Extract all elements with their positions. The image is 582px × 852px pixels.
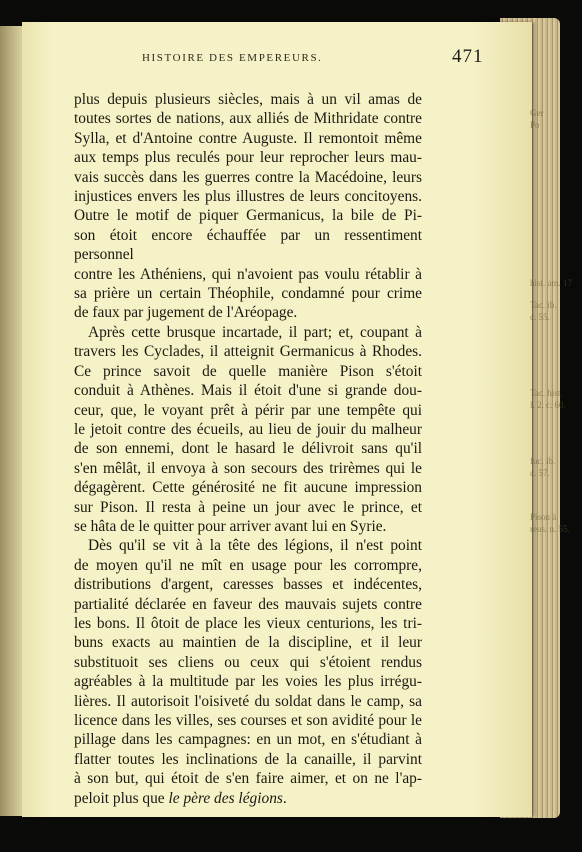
text-line: agréables à la multitude par les voies les plus irrégu- <box>74 673 422 691</box>
text-line: contre les Athéniens, qui n'avoient pas voulu rétablir à <box>74 265 422 283</box>
text-line: travers les Cyclades, il atteignit Germanicus à Rhodes. <box>74 343 422 361</box>
margin-bleed-text: Tac. ib. <box>530 300 557 310</box>
text-line: buns exacts au maintien de la discipline, et il leur <box>74 634 422 652</box>
text-line: vais succès dans les guerres contre la Macédoine, leurs <box>74 168 422 186</box>
margin-bleed-text: Tac. hist. <box>530 388 563 398</box>
body-text <box>74 90 422 808</box>
text-line: conduit à Athènes. Mais il étoit d'une si grande dou- <box>74 382 422 400</box>
text-line: le jetoit contre des écueils, au lieu de jouir du malheur <box>74 420 422 438</box>
final-text: peloit plus que <box>74 789 165 807</box>
text-line: toutes sortes de nations, aux alliés de Mithridate contre <box>74 110 422 128</box>
text-line: de son ennemi, dont le hasard le délivroit sans qu'il <box>74 440 422 458</box>
final-punct: . <box>282 789 287 807</box>
page-number: 471 <box>452 46 484 67</box>
text-line: Ce prince savoit de quelle manière Pison s'étoit <box>74 362 422 380</box>
text-line: son étoit encore échauffée par un ressentiment personnel <box>74 226 422 264</box>
italic-phrase: le père des légions <box>168 789 283 807</box>
text-line-final <box>74 789 422 808</box>
margin-bleed-text: Ger <box>530 108 544 118</box>
text-line: substituoit ses cliens ou ceux qui s'étoient rendus <box>74 653 422 671</box>
text-line: sur Pison. Il resta à peine un jour avec le prince, et <box>74 498 422 516</box>
margin-bleed-text: l. 2. c. 60. <box>530 400 566 410</box>
text-line: Dès qu'il se vit à la tête des légions, il n'est point <box>88 537 422 555</box>
text-line: flatter toutes les inclinations de la canaille, il parvint <box>74 750 422 768</box>
text-line: s'en mêlât, il envoya à son secours des trirèmes qui le <box>74 459 422 477</box>
facing-page-edge <box>0 26 24 816</box>
text-line: Après cette brusque incartade, il part; et, coupant à <box>88 323 422 341</box>
text-line: plus depuis plusieurs siècles, mais à un vil amas de <box>74 91 422 108</box>
margin-bleed-text: Po <box>530 120 540 130</box>
margin-bleed-text: c. 57. <box>530 468 550 478</box>
running-head: HISTOIRE DES EMPEREURS. <box>142 52 323 64</box>
text-line: lières. Il autorisoit l'oisiveté du soldat dans le camp, sa <box>74 692 422 710</box>
margin-bleed-text: reus. n. 55. <box>530 524 570 534</box>
margin-bleed-text: c. 55. <box>530 312 550 322</box>
margin-bleed-text: hist. am. 17 <box>530 278 572 288</box>
margin-bleed-text: Pison à <box>530 512 557 522</box>
text-line: Outre le motif de piquer Germanicus, la bile de Pi- <box>74 207 422 225</box>
text-line: pillage dans les campagnes: en un mot, en s'étudiant à <box>74 731 422 749</box>
text-line: à son but, qui étoit de s'en faire aimer, et on ne l'ap- <box>74 770 422 788</box>
text-line: partialité déclarée en faveur des mauvais sujets contre <box>74 595 422 613</box>
text-line: licence dans les villes, ses courses et son avidité pour le <box>74 712 422 729</box>
text-line: se hâta de le quitter pour arriver avant lui en Syrie. <box>74 517 387 535</box>
text-line: les bons. Il ôtoit de place les vieux centurions, les tri- <box>74 614 422 632</box>
text-line: aux temps plus reculés pour leur reprocher leurs mau- <box>74 149 422 167</box>
text-line: injustices envers les plus illustres de leurs concitoyens. <box>74 188 422 206</box>
text-line: dégagèrent. Cette générosité ne fit aucune impression <box>74 479 422 497</box>
text-line: sa prière un certain Théophile, condamné pour crime <box>74 285 422 303</box>
text-line: distributions d'argent, caresses basses et indécentes, <box>74 576 422 594</box>
text-line: de faux par jugement de l'Aréopage. <box>74 304 298 322</box>
text-line: de moyen qu'il ne mît en usage pour les corrompre, <box>74 556 422 574</box>
text-line: Sylla, et d'Antoine contre Auguste. Il remontoit même <box>74 129 422 147</box>
text-line: ceur, que, le voyant prêt à périr par une tempête qui <box>74 401 422 419</box>
margin-bleed-text: fuc. ib. <box>530 456 556 466</box>
